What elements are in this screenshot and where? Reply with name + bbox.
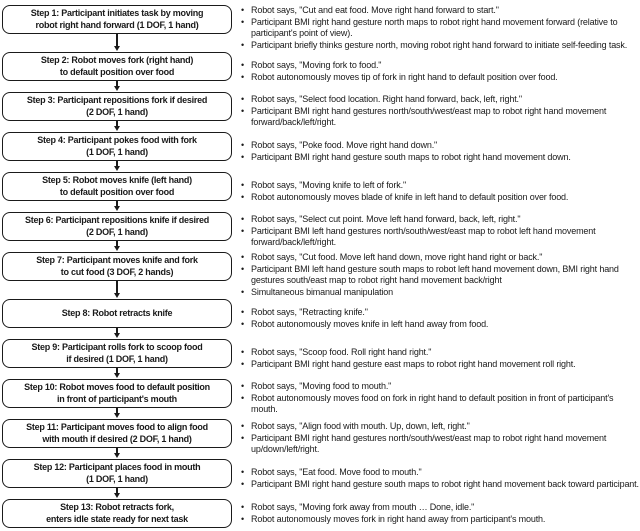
- step-column: [2, 52, 232, 91]
- step-box-line1: Step 10: Robot moves food to default position: [24, 382, 210, 392]
- step-bullets: [240, 94, 640, 129]
- step-box: [2, 132, 232, 161]
- step-bullets: [240, 252, 640, 298]
- arrow-head: [114, 413, 120, 418]
- step-box-line2: to cut food (3 DOF, 2 hands): [60, 266, 174, 277]
- arrow-head: [114, 493, 120, 498]
- arrow-head: [114, 206, 120, 211]
- bullet-item: • Robot says, "Eat food. Move food to mouth.": [240, 467, 640, 479]
- step-box-line1: Step 1: Participant initiates task by moving: [30, 8, 204, 18]
- bullet-item: • Robot says, "Moving fork to food.": [240, 60, 640, 72]
- bullet-item: • Robot says, "Retracting knife.": [240, 307, 640, 319]
- step-column: [2, 212, 232, 251]
- step-column: [2, 419, 232, 458]
- flow-row: [2, 499, 640, 528]
- step-column: [2, 172, 232, 211]
- step-column: [2, 252, 232, 298]
- step-box-line1: Step 3: Participant repositions fork if desired: [26, 95, 208, 105]
- bullet-item: • Robot says, "Align food with mouth. Up, down, left, right.": [240, 421, 640, 433]
- step-bullets: [240, 140, 640, 163]
- arrow-head: [114, 293, 120, 298]
- bullet-item: • Participant BMI right hand gesture east maps to robot right hand movement roll right.: [240, 359, 640, 371]
- step-bullets: [240, 347, 640, 370]
- step-box: [2, 419, 232, 448]
- bullet-item: • Robot says, "Select cut point. Move left hand forward, back, left, right.": [240, 214, 640, 226]
- flowchart: [2, 5, 640, 528]
- arrow-shaft: [116, 281, 118, 293]
- bullet-item: • Participant BMI right hand gestures north/south/west/east map to robot right hand movement up/down/left/right.: [240, 433, 640, 456]
- bullet-item: • Simultaneous bimanual manipulation: [240, 287, 640, 299]
- flow-row: [2, 92, 640, 131]
- step-bullets: [240, 214, 640, 249]
- step-bullets: [240, 421, 640, 456]
- down-arrow-icon: [114, 241, 120, 251]
- step-bullets: [240, 180, 640, 203]
- step-box-line1: Step 7: Participant moves knife and fork: [36, 255, 198, 265]
- step-box-line1: Step 11: Participant moves food to align food: [26, 422, 208, 432]
- step-box-line2: in front of participant's mouth: [57, 393, 177, 404]
- bullet-item: • Robot says, "Select food location. Right hand forward, back, left, right.": [240, 94, 640, 106]
- bullet-item: • Participant briefly thinks gesture north, moving robot right hand forward to initiate self-feeding task.: [240, 40, 640, 52]
- step-column: [2, 499, 232, 528]
- down-arrow-icon: [114, 81, 120, 91]
- step-bullets: [240, 5, 640, 51]
- step-column: [2, 299, 232, 338]
- step-box: [2, 252, 232, 281]
- flow-row: [2, 212, 640, 251]
- step-bullets: [240, 60, 640, 83]
- bullet-item: • Robot autonomously moves knife in left hand away from food.: [240, 319, 640, 331]
- step-bullets: [240, 381, 640, 416]
- arrow-head: [114, 333, 120, 338]
- step-box: [2, 212, 232, 241]
- flow-row: [2, 252, 640, 298]
- down-arrow-icon: [114, 34, 120, 51]
- bullet-item: • Robot says, "Scoop food. Roll right hand right.": [240, 347, 640, 359]
- arrow-head: [114, 246, 120, 251]
- bullet-item: • Robot says, "Cut food. Move left hand down, move right hand right or back.": [240, 252, 640, 264]
- arrow-head: [114, 453, 120, 458]
- step-box-line1: Step 6: Participant repositions knife if desired: [24, 215, 210, 225]
- flow-row: [2, 379, 640, 418]
- step-box: [2, 459, 232, 488]
- step-box-line1: Step 9: Participant rolls fork to scoop food: [31, 342, 203, 352]
- step-column: [2, 459, 232, 498]
- step-box-line1: Step 5: Robot moves knife (left hand): [42, 175, 192, 185]
- step-box-line2: to default position over food: [59, 66, 175, 77]
- step-box-line2: enters idle state ready for next task: [46, 513, 188, 524]
- step-box-line2: if desired (1 DOF, 1 hand): [66, 353, 168, 364]
- step-box: [2, 499, 232, 528]
- step-box-line2: (2 DOF, 1 hand): [86, 226, 148, 237]
- step-box: [2, 5, 232, 34]
- flow-row: [2, 339, 640, 378]
- arrow-head: [114, 126, 120, 131]
- down-arrow-icon: [114, 161, 120, 171]
- step-box-line2: (1 DOF, 1 hand): [86, 146, 148, 157]
- down-arrow-icon: [114, 448, 120, 458]
- flow-row: [2, 132, 640, 171]
- down-arrow-icon: [114, 201, 120, 211]
- down-arrow-icon: [114, 368, 120, 378]
- arrow-head: [114, 86, 120, 91]
- step-box-line1: Step 12: Participant places food in mouth: [33, 462, 201, 472]
- step-column: [2, 339, 232, 378]
- step-column: [2, 5, 232, 51]
- bullet-item: • Participant BMI right hand gesture north maps to robot right hand movement forward (relative to participant's point of view).: [240, 17, 640, 40]
- flow-row: [2, 459, 640, 498]
- step-box-line2: with mouth if desired (2 DOF, 1 hand): [42, 433, 192, 444]
- step-box: [2, 339, 232, 368]
- step-bullets: [240, 467, 640, 490]
- bullet-item: • Participant BMI right hand gesture south maps to robot right hand movement back toward participant.: [240, 479, 640, 491]
- arrow-head: [114, 166, 120, 171]
- flow-row: [2, 5, 640, 51]
- bullet-item: • Robot autonomously moves food on fork in right hand to default position in front of participant's mouth.: [240, 393, 640, 416]
- step-box: [2, 52, 232, 81]
- step-box-line1: Step 2: Robot moves fork (right hand): [40, 55, 194, 65]
- down-arrow-icon: [114, 408, 120, 418]
- arrow-head: [114, 46, 120, 51]
- step-bullets: [240, 307, 640, 330]
- step-box-line2: (1 DOF, 1 hand): [86, 473, 148, 484]
- flow-row: [2, 52, 640, 91]
- step-box-line1: Step 4: Participant pokes food with fork: [37, 135, 197, 145]
- step-column: [2, 92, 232, 131]
- step-box-line2: robot right hand forward (1 DOF, 1 hand): [35, 19, 199, 30]
- bullet-item: • Robot says, "Moving knife to left of fork.": [240, 180, 640, 192]
- step-column: [2, 132, 232, 171]
- step-column: [2, 379, 232, 418]
- bullet-item: • Participant BMI left hand gestures north/south/west/east map to robot left hand movement forward/back/left/right.: [240, 226, 640, 249]
- flow-row: [2, 299, 640, 338]
- step-box: [2, 299, 232, 328]
- down-arrow-icon: [114, 328, 120, 338]
- bullet-item: • Participant BMI left hand gesture south maps to robot left hand movement down, BMI right hand gestures south/east map to robot right hand movement back/right: [240, 264, 640, 287]
- bullet-item: • Robot says, "Poke food. Move right hand down.": [240, 140, 640, 152]
- step-box-line1: Step 13: Robot retracts fork,: [60, 502, 174, 512]
- bullet-item: • Robot autonomously moves blade of knife in left hand to default position over food.: [240, 192, 640, 204]
- step-bullets: [240, 502, 640, 525]
- bullet-item: • Participant BMI right hand gesture south maps to robot right hand movement down.: [240, 152, 640, 164]
- bullet-item: • Robot autonomously moves fork in right hand away from participant's mouth.: [240, 514, 640, 526]
- bullet-item: • Participant BMI right hand gestures north/south/west/east map to robot right hand movement forward/back/left/right.: [240, 106, 640, 129]
- bullet-item: • Robot says, "Moving food to mouth.": [240, 381, 640, 393]
- step-box-line2: (2 DOF, 1 hand): [86, 106, 148, 117]
- step-box-line2: to default position over food: [59, 186, 175, 197]
- bullet-item: • Robot says, "Moving fork away from mouth … Done, idle.": [240, 502, 640, 514]
- step-box-line1: Step 8: Robot retracts knife: [61, 307, 173, 318]
- down-arrow-icon: [114, 281, 120, 298]
- arrow-shaft: [116, 34, 118, 46]
- step-box: [2, 172, 232, 201]
- flow-row: [2, 419, 640, 458]
- down-arrow-icon: [114, 121, 120, 131]
- step-box: [2, 379, 232, 408]
- down-arrow-icon: [114, 488, 120, 498]
- flow-row: [2, 172, 640, 211]
- arrow-head: [114, 373, 120, 378]
- bullet-item: • Robot autonomously moves tip of fork in right hand to default position over food.: [240, 72, 640, 84]
- bullet-item: • Robot says, "Cut and eat food. Move right hand forward to start.": [240, 5, 640, 17]
- step-box: [2, 92, 232, 121]
